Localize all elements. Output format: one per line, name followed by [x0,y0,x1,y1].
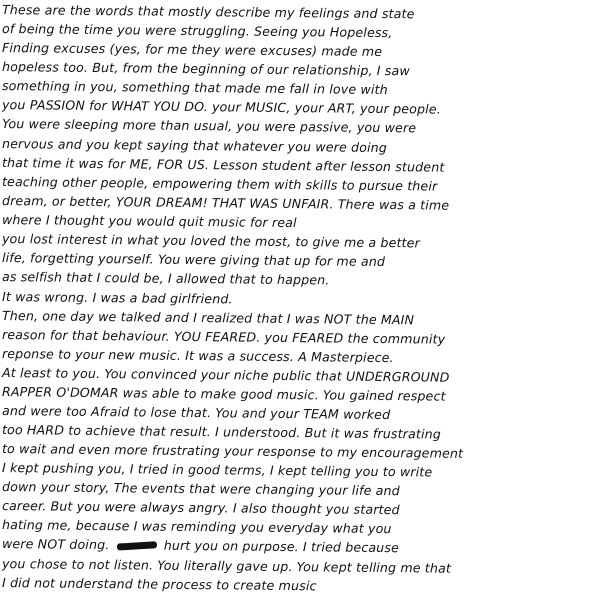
letter-line: teaching other people, empowering them with skills to pursue their [1,174,438,194]
letter-line: reponse to your new music. It was a success. A Masterpiece. [1,346,394,366]
letter-line: career. But you were always angry. I also thought you started [1,498,400,518]
letter-line: life, forgetting yourself. You were giving that up for me and [1,250,386,270]
letter-line: Finding excuses (yes, for me they were excuses) made me [1,40,383,59]
letter-line-part: hurt you on purpose. I tried because [163,537,400,556]
letter-line-with-redaction [2,536,600,559]
letter-line: as selfish that I could be, I allowed that to happen. [1,269,330,288]
letter-line: that time it was for ME, FOR US. Lesson student after lesson student [1,155,445,175]
letter-line: hating me, because I was reminding you everyday what you [1,517,392,537]
redaction-scribble [116,541,156,550]
letter-line: reason for that behaviour. YOU FEARED. you FEARED the community [1,327,446,347]
letter-line: of being the time you were struggling. Seeing you Hopeless, [1,21,393,41]
letter-line: you lost interest in what you loved the most, to give me a better [1,231,421,251]
letter-line: Then, one day we talked and I realized that I was NOT the MAIN [1,308,415,328]
letter-line: At least to you. You convinced your niche public that UNDERGROUND [1,365,450,385]
letter-line: you PASSION for WHAT YOU DO. your MUSIC, your ART, your people. [1,97,441,117]
letter-line: I did not understand the process to create music [1,575,317,594]
letter-line: dream, or better, YOUR DREAM! THAT WAS UNFAIR. There was a time [1,193,450,213]
letter-line: hopeless too. But, from the beginning of our relationship, I saw [1,59,410,79]
letter-line: down your story, The events that were changing your life and [1,479,400,499]
letter-line-part: were NOT doing. [1,536,110,553]
letter-line: It was wrong. I was a bad girlfriend. [1,289,233,307]
letter-line: These are the words that mostly describe my feelings and state [1,2,415,22]
letter-line: you chose to not listen. You literally gave up. You kept telling me that [1,556,452,576]
letter-line: and were too Afraid to lose that. You and your TEAM worked [1,403,391,423]
letter-line: RAPPER O'DOMAR was able to make good music. You gained respect [1,384,446,404]
letter-line: where I thought you would quit music for real [1,212,297,231]
letter-line: nervous and you kept saying that whatever you were doing [1,136,388,156]
letter-line: I kept pushing you, I tried in good terms, I kept telling you to write [1,460,433,480]
letter-line: something in you, something that made me fall in love with [1,78,388,98]
letter-line: too HARD to achieve that result. I understood. But it was frustrating [1,422,442,442]
letter-line: You were sleeping more than usual, you were passive, you were [1,116,417,136]
letter-line: to wait and even more frustrating your response to my encouragement [1,441,464,461]
